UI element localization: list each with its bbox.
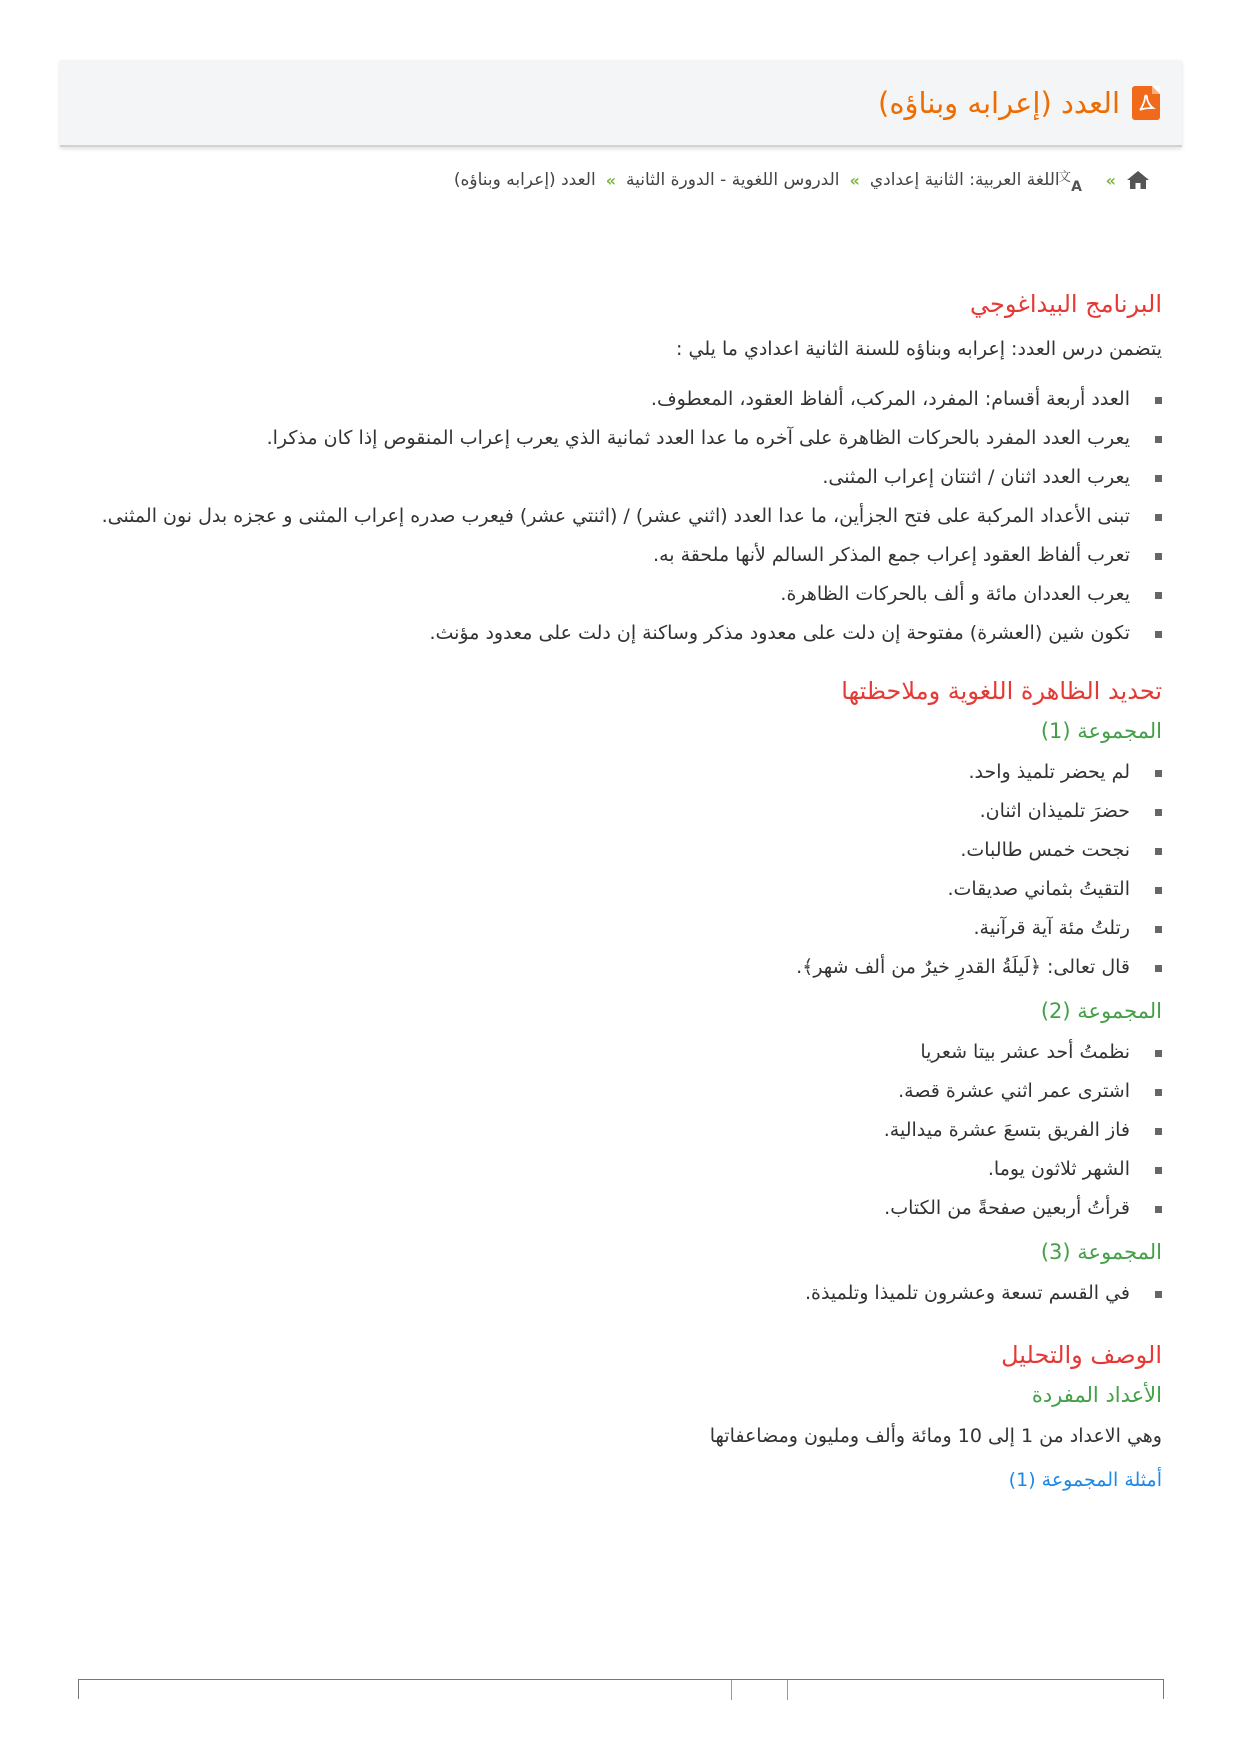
svg-text:文: 文	[1057, 170, 1071, 185]
list-item: يعرب العددان مائة و ألف بالحركات الظاهرة.	[82, 575, 1162, 614]
program-intro: يتضمن درس العدد: إعرابه وبناؤه للسنة الثانية اعدادي ما يلي :	[676, 338, 1162, 360]
breadcrumb	[453, 168, 1150, 195]
table-column-divider	[787, 1680, 788, 1700]
list-item: حضرَ تلميذان اثنان.	[82, 792, 1162, 831]
breadcrumb-separator: »	[849, 170, 860, 190]
list-item: العدد أربعة أقسام: المفرد، المركب، ألفاظ العقود، المعطوف.	[82, 380, 1162, 419]
examples-table	[78, 1679, 1164, 1699]
list-item: التقيتُ بثماني صديقات.	[82, 870, 1162, 909]
list-item: لم يحضر تلميذ واحد.	[82, 753, 1162, 792]
section-heading-identify: تحديد الظاهرة اللغوية وملاحظتها	[841, 677, 1162, 705]
title-card	[60, 60, 1182, 147]
breadcrumb-item-category[interactable]: الدروس اللغوية - الدورة الثانية	[626, 170, 840, 190]
group-2-list	[82, 1033, 1162, 1228]
program-list	[82, 380, 1162, 653]
lesson-content	[82, 290, 1162, 1491]
translate-icon	[1057, 168, 1096, 195]
group-heading-1: المجموعة (1)	[1040, 719, 1162, 743]
list-item: يعرب العدد المفرد بالحركات الظاهرة على آخره ما عدا العدد ثمانية الذي يعرب إعراب المنقوص إذا كان مذكرا.	[82, 419, 1162, 458]
list-item: الشهر ثلاثون يوما.	[82, 1150, 1162, 1189]
section-heading-program: البرنامج البيداغوجي	[970, 290, 1162, 318]
list-item: قرأتُ أربعين صفحةً من الكتاب.	[82, 1189, 1162, 1228]
list-item: نجحت خمس طالبات.	[82, 831, 1162, 870]
group-1-list	[82, 753, 1162, 987]
list-item: تكون شين (العشرة) مفتوحة إن دلت على معدود مذكر وساكنة إن دلت على معدود مؤنث.	[82, 614, 1162, 653]
home-icon[interactable]	[1126, 170, 1150, 190]
pdf-icon[interactable]	[1132, 86, 1160, 120]
list-item: رتلتُ مئة آية قرآنية.	[82, 909, 1162, 948]
group-heading-2: المجموعة (2)	[1040, 999, 1162, 1023]
group-3-list	[82, 1274, 1162, 1313]
group-heading-3: المجموعة (3)	[1040, 1240, 1162, 1264]
section-heading-analysis: الوصف والتحليل	[1001, 1341, 1162, 1369]
breadcrumb-separator: »	[605, 170, 617, 190]
list-item: فاز الفريق بتسعَ عشرة ميدالية.	[82, 1111, 1162, 1150]
breadcrumb-item-subject[interactable]: اللغة العربية: الثانية إعدادي	[869, 170, 1060, 190]
list-item: يعرب العدد اثنان / اثنتان إعراب المثنى.	[82, 458, 1162, 497]
svg-text:A: A	[1070, 179, 1082, 195]
table-column-divider	[731, 1680, 732, 1700]
list-item: في القسم تسعة وعشرون تلميذا وتلميذة.	[82, 1274, 1162, 1313]
list-item: قال تعالى: ﴿لَيلَةُ القدرِ خيرٌ من ألف شهر﴾.	[82, 948, 1162, 987]
examples-heading: أمثلة المجموعة (1)	[1008, 1469, 1162, 1491]
list-item: تعرب ألفاظ العقود إعراب جمع المذكر السالم لأنها ملحقة به.	[82, 536, 1162, 575]
breadcrumb-separator: »	[1105, 170, 1116, 190]
analysis-text: وهي الاعداد من 1 إلى 10 ومائة وألف ومليون ومضاعفاتها	[709, 1425, 1162, 1447]
list-item: نظمتُ أحد عشر بيتا شعريا	[82, 1033, 1162, 1072]
subheading-single-numbers: الأعداد المفردة	[1031, 1383, 1162, 1407]
list-item: تبنى الأعداد المركبة على فتح الجزأين، ما عدا العدد (اثني عشر) / (اثنتي عشر) فيعرب صدره إعراب المثنى و عجزه بدل نون المثنى.	[82, 497, 1162, 536]
page-title: العدد (إعرابه وبناؤه)	[878, 85, 1120, 120]
list-item: اشترى عمر اثني عشرة قصة.	[82, 1072, 1162, 1111]
breadcrumb-item-current[interactable]: العدد (إعرابه وبناؤه)	[453, 170, 596, 190]
